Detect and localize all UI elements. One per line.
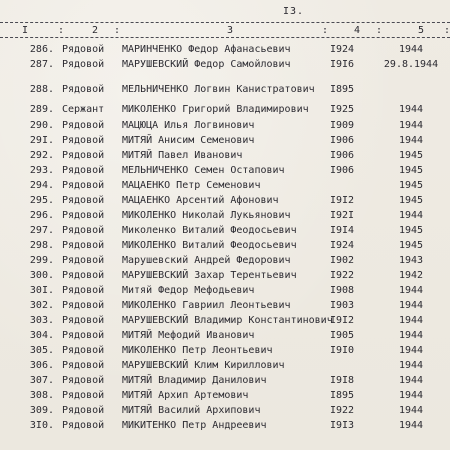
row-name: МЕЛЬНИЧЕНКО Логвин Канистратович — [122, 84, 315, 95]
row-name: Митяй Федор Мефодьевич — [122, 285, 255, 296]
table-row — [0, 358, 450, 373]
table-row — [0, 163, 450, 178]
row-death-date: 1945 — [398, 165, 424, 176]
table-row — [0, 343, 450, 358]
row-death-date: 1944 — [398, 44, 424, 55]
row-name: МИТЯЙ Мефодий Иванович — [122, 330, 255, 341]
row-birth-year: I9I6 — [330, 59, 355, 70]
header-col-3: 3 — [227, 25, 234, 36]
row-number: 296. — [29, 210, 54, 221]
row-rank: Рядовой — [62, 210, 105, 221]
row-rank: Рядовой — [62, 315, 105, 326]
row-death-date: 1944 — [398, 300, 424, 311]
row-rank: Рядовой — [62, 150, 105, 161]
table-row — [0, 102, 450, 117]
row-birth-year: I924 — [330, 240, 355, 251]
row-death-date: 1945 — [398, 180, 424, 191]
row-number: 293. — [29, 165, 54, 176]
header-sep-5: : — [444, 25, 450, 36]
row-rank: Рядовой — [62, 44, 105, 55]
row-death-date: 1945 — [398, 225, 424, 236]
row-birth-year: I902 — [330, 255, 355, 266]
row-birth-year: I906 — [330, 135, 355, 146]
row-number: 288. — [29, 84, 54, 95]
row-rank: Рядовой — [62, 330, 105, 341]
row-birth-year: I909 — [330, 120, 355, 131]
row-rank: Рядовой — [62, 390, 105, 401]
row-death-date: 1945 — [398, 240, 424, 251]
table-row — [0, 82, 450, 97]
row-number: 287. — [29, 59, 54, 70]
table-row — [0, 178, 450, 193]
row-name: МАЦЮЦА Илья Логвинович — [122, 120, 255, 131]
table-row — [0, 208, 450, 223]
row-birth-year: I9I0 — [330, 345, 355, 356]
row-name: МИТЯЙ Павел Иванович — [122, 150, 243, 161]
row-birth-year: I9I3 — [330, 420, 355, 431]
row-name: МИТЯЙ Владимир Данилович — [122, 375, 267, 386]
row-birth-year: I908 — [330, 285, 355, 296]
row-number: 300. — [29, 270, 54, 281]
table-row — [0, 238, 450, 253]
row-name: МАЦАЕНКО Петр Семенович — [122, 180, 261, 191]
row-rank: Рядовой — [62, 59, 105, 70]
row-rank: Рядовой — [62, 255, 105, 266]
row-number: 290. — [29, 120, 54, 131]
row-rank: Рядовой — [62, 270, 105, 281]
row-birth-year: I903 — [330, 300, 355, 311]
row-number: 304. — [29, 330, 54, 341]
row-name: МАЦАЕНКО Арсентий Афонович — [122, 195, 279, 206]
table-row — [0, 133, 450, 148]
row-name: МИТЯЙ Василий Архипович — [122, 405, 261, 416]
header-sep-2: : — [114, 25, 121, 36]
row-number: 292. — [29, 150, 54, 161]
row-number: 289. — [29, 104, 54, 115]
row-name: МИКОЛЕНКО Григорий Владимирович — [122, 104, 309, 115]
row-death-date: 1944 — [398, 360, 424, 371]
row-rank: Рядовой — [62, 345, 105, 356]
row-rank: Рядовой — [62, 300, 105, 311]
table-row — [0, 403, 450, 418]
row-birth-year: I9I8 — [330, 375, 355, 386]
header-rule-top — [0, 22, 450, 23]
header-col-4: 4 — [354, 25, 361, 36]
row-name: МАРИНЧЕНКО Федор Афанасьевич — [122, 44, 291, 55]
row-name: МИКОЛЕНКО Николай Лукьянович — [122, 210, 291, 221]
row-number: 305. — [29, 345, 54, 356]
row-rank: Рядовой — [62, 165, 105, 176]
table-row — [0, 418, 450, 433]
row-rank: Рядовой — [62, 360, 105, 371]
page-number: I3. — [283, 6, 305, 17]
row-birth-year: I922 — [330, 405, 355, 416]
row-name: МАРУШЕВСКИЙ Клим Кириллович — [122, 360, 285, 371]
row-death-date: 1944 — [398, 375, 424, 386]
row-number: 3I0. — [29, 420, 54, 431]
table-row — [0, 313, 450, 328]
row-name: МИКИТЕНКО Петр Андреевич — [122, 420, 267, 431]
row-name: МИКОЛЕНКО Гавриил Леонтьевич — [122, 300, 291, 311]
table-row — [0, 118, 450, 133]
row-rank: Сержант — [62, 104, 105, 115]
row-name: МИТЯЙ Архип Артемович — [122, 390, 249, 401]
row-rank: Рядовой — [62, 225, 105, 236]
row-death-date: 1945 — [398, 195, 424, 206]
row-death-date: 1944 — [398, 405, 424, 416]
row-rank: Рядовой — [62, 84, 105, 95]
row-number: 302. — [29, 300, 54, 311]
row-number: 303. — [29, 315, 54, 326]
row-rank: Рядовой — [62, 240, 105, 251]
header-rule-bottom — [0, 37, 450, 38]
row-number: 29I. — [29, 135, 54, 146]
table-row — [0, 283, 450, 298]
row-name: МАРУШЕВСКИЙ Захар Терентьевич — [122, 270, 297, 281]
table-row — [0, 253, 450, 268]
row-name: МАРУШЕВСКИЙ Федор Самойлович — [122, 59, 291, 70]
row-number: 30I. — [29, 285, 54, 296]
row-number: 286. — [29, 44, 54, 55]
table-row — [0, 193, 450, 208]
row-number: 297. — [29, 225, 54, 236]
table-row — [0, 223, 450, 238]
row-birth-year: I924 — [330, 44, 355, 55]
table-row — [0, 328, 450, 343]
header-col-2: 2 — [92, 25, 99, 36]
row-name: МИКОЛЕНКО Петр Леонтьевич — [122, 345, 273, 356]
row-birth-year: I922 — [330, 270, 355, 281]
row-number: 309. — [29, 405, 54, 416]
row-rank: Рядовой — [62, 285, 105, 296]
row-birth-year: I9I2 — [330, 315, 355, 326]
row-number: 294. — [29, 180, 54, 191]
row-number: 307. — [29, 375, 54, 386]
row-number: 298. — [29, 240, 54, 251]
row-number: 295. — [29, 195, 54, 206]
row-death-date: 1945 — [398, 150, 424, 161]
row-number: 308. — [29, 390, 54, 401]
row-birth-year: I9I4 — [330, 225, 355, 236]
row-death-date: 1944 — [398, 420, 424, 431]
row-rank: Рядовой — [62, 405, 105, 416]
row-death-date: 1944 — [398, 210, 424, 221]
row-name: МАРУШЕВСКИЙ Владимир Константинович — [122, 315, 333, 326]
header-sep-1: : — [58, 25, 65, 36]
header-col-5: 5 — [418, 25, 425, 36]
table-row — [0, 42, 450, 57]
row-birth-year: I9I2 — [330, 195, 355, 206]
row-birth-year: I895 — [330, 84, 355, 95]
row-death-date: 1942 — [398, 270, 424, 281]
table-row — [0, 298, 450, 313]
row-rank: Рядовой — [62, 135, 105, 146]
row-rank: Рядовой — [62, 195, 105, 206]
table-row — [0, 388, 450, 403]
row-birth-year: I92I — [330, 210, 355, 221]
row-birth-year: I906 — [330, 165, 355, 176]
row-rank: Рядовой — [62, 120, 105, 131]
row-name: МИТЯЙ Анисим Семенович — [122, 135, 255, 146]
row-death-date: 1944 — [398, 120, 424, 131]
row-birth-year: I925 — [330, 104, 355, 115]
row-death-date: 1944 — [398, 104, 424, 115]
row-death-date: 1944 — [398, 285, 424, 296]
table-row — [0, 148, 450, 163]
row-number: 306. — [29, 360, 54, 371]
row-rank: Рядовой — [62, 180, 105, 191]
header-sep-3: : — [322, 25, 329, 36]
row-death-date: 1944 — [398, 390, 424, 401]
row-birth-year: I905 — [330, 330, 355, 341]
row-death-date: 1944 — [398, 135, 424, 146]
table-row — [0, 373, 450, 388]
header-col-1: I — [22, 25, 29, 36]
row-name: Марушевский Андрей Федорович — [122, 255, 291, 266]
row-birth-year: I906 — [330, 150, 355, 161]
row-rank: Рядовой — [62, 420, 105, 431]
row-number: 299. — [29, 255, 54, 266]
row-name: МЕЛЬНИЧЕНКО Семен Остапович — [122, 165, 285, 176]
row-death-date: 1944 — [398, 345, 424, 356]
row-death-date: 1944 — [398, 315, 424, 326]
row-death-date: 1943 — [398, 255, 424, 266]
table-row — [0, 268, 450, 283]
row-name: Миколенко Виталий Феодосьевич — [122, 225, 297, 236]
row-death-date: 29.8.1944 — [383, 59, 439, 70]
row-rank: Рядовой — [62, 375, 105, 386]
row-death-date: 1944 — [398, 330, 424, 341]
table-row — [0, 57, 450, 72]
row-name: МИКОЛЕНКО Виталий Феодосьевич — [122, 240, 297, 251]
row-birth-year: I895 — [330, 390, 355, 401]
header-sep-4: : — [376, 25, 383, 36]
